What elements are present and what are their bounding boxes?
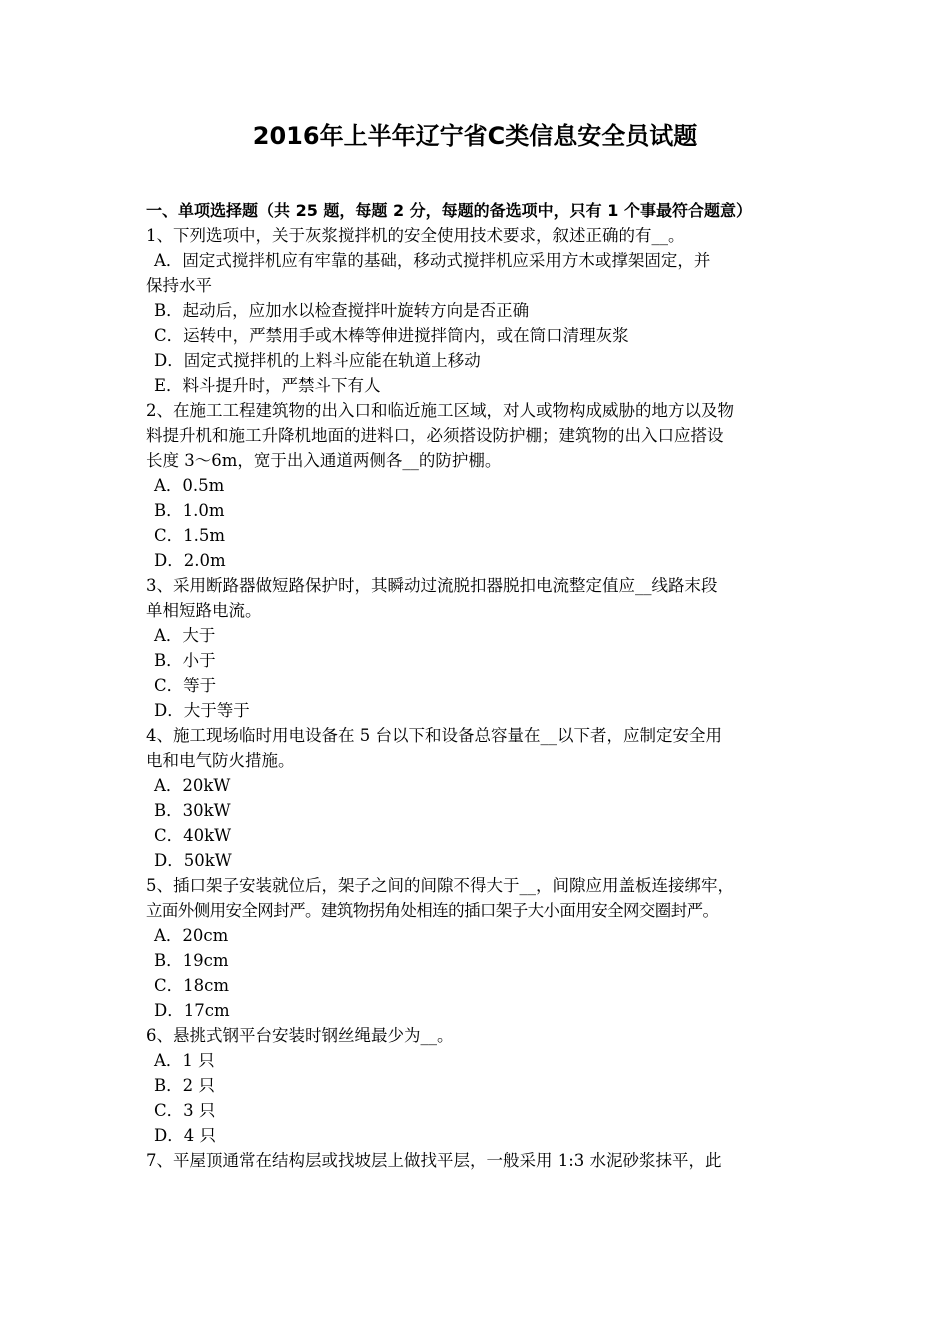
section-heading: 一、单项选择题（共 25 题，每题 2 分，每题的备选项中，只有 1 个事最符合题意）: [146, 201, 752, 220]
question-stem-line: 料提升机和施工升降机地面的进料口，必须搭设防护棚；建筑物的出入口应搭设: [146, 426, 724, 445]
question-1: [146, 223, 814, 398]
option-line: C．3 只: [154, 1101, 216, 1120]
option-line: C．40kW: [154, 826, 232, 845]
option-line: A．大于: [154, 626, 216, 645]
option-line: B．30kW: [154, 801, 231, 820]
option-line: A．1 只: [154, 1051, 215, 1070]
document-title: 2016年上半年辽宁省C类信息安全员试题: [252, 122, 698, 150]
option-line: E．料斗提升时，严禁斗下有人: [154, 376, 381, 395]
question-2: [146, 398, 814, 573]
question-stem-line: 电和电气防火措施。: [146, 751, 295, 770]
question-stem-line: 单相短路电流。: [146, 601, 262, 620]
question-3: [146, 573, 814, 723]
option-line: C．18cm: [154, 976, 230, 995]
option-line: D．17cm: [154, 1001, 230, 1020]
question-5: [146, 873, 814, 1023]
option-line: B．2 只: [154, 1076, 215, 1095]
option-line: B．1.0m: [154, 501, 225, 520]
question-6: [146, 1023, 814, 1148]
question-7: [146, 1148, 814, 1173]
option-line: A．0.5m: [154, 476, 225, 495]
option-line: C．运转中，严禁用手或木棒等伸进搅拌筒内，或在筒口清理灰浆: [154, 326, 629, 345]
question-stem-line: 立面外侧用安全网封严。建筑物拐角处相连的插口架子大小面用安全网交圈封严。: [146, 901, 719, 920]
question-stem-line: 7、平屋顶通常在结构层或找坡层上做找平层，一般采用 1:3 水泥砂浆抹平，此: [146, 1151, 722, 1170]
option-line: B．起动后，应加水以检查搅拌叶旋转方向是否正确: [154, 301, 530, 320]
option-continuation: 保持水平: [146, 276, 212, 295]
option-line: C．等于: [154, 676, 217, 695]
option-line: A．固定式搅拌机应有牢靠的基础，移动式搅拌机应采用方木或撑架固定，并: [154, 251, 711, 270]
question-stem-line: 6、悬挑式钢平台安装时钢丝绳最少为__。: [146, 1026, 454, 1045]
question-stem-line: 3、采用断路器做短路保护时，其瞬动过流脱扣器脱扣电流整定值应__线路末段: [146, 576, 718, 595]
option-line: C．1.5m: [154, 526, 226, 545]
question-4: [146, 723, 814, 873]
option-line: A．20kW: [154, 776, 231, 795]
question-stem-line: 4、施工现场临时用电设备在 5 台以下和设备总容量在__以下者，应制定安全用: [146, 726, 722, 745]
option-line: D．固定式搅拌机的上料斗应能在轨道上移动: [154, 351, 481, 370]
option-line: D．50kW: [154, 851, 232, 870]
question-stem-line: 2、在施工工程建筑物的出入口和临近施工区域，对人或物构成威胁的地方以及物: [146, 401, 734, 420]
option-line: A．20cm: [154, 926, 229, 945]
option-line: B．19cm: [154, 951, 229, 970]
document-body: [146, 198, 814, 1173]
option-line: D．4 只: [154, 1126, 216, 1145]
option-line: D．2.0m: [154, 551, 226, 570]
option-line: D．大于等于: [154, 701, 250, 720]
question-stem-line: 长度 3～6m，宽于出入通道两侧各__的防护棚。: [146, 451, 502, 470]
option-line: B．小于: [154, 651, 216, 670]
question-stem-line: 1、下列选项中，关于灰浆搅拌机的安全使用技术要求，叙述正确的有__。: [146, 226, 685, 245]
question-stem-line: 5、插口架子安装就位后，架子之间的间隙不得大于__，间隙应用盖板连接绑牢，: [146, 876, 734, 895]
